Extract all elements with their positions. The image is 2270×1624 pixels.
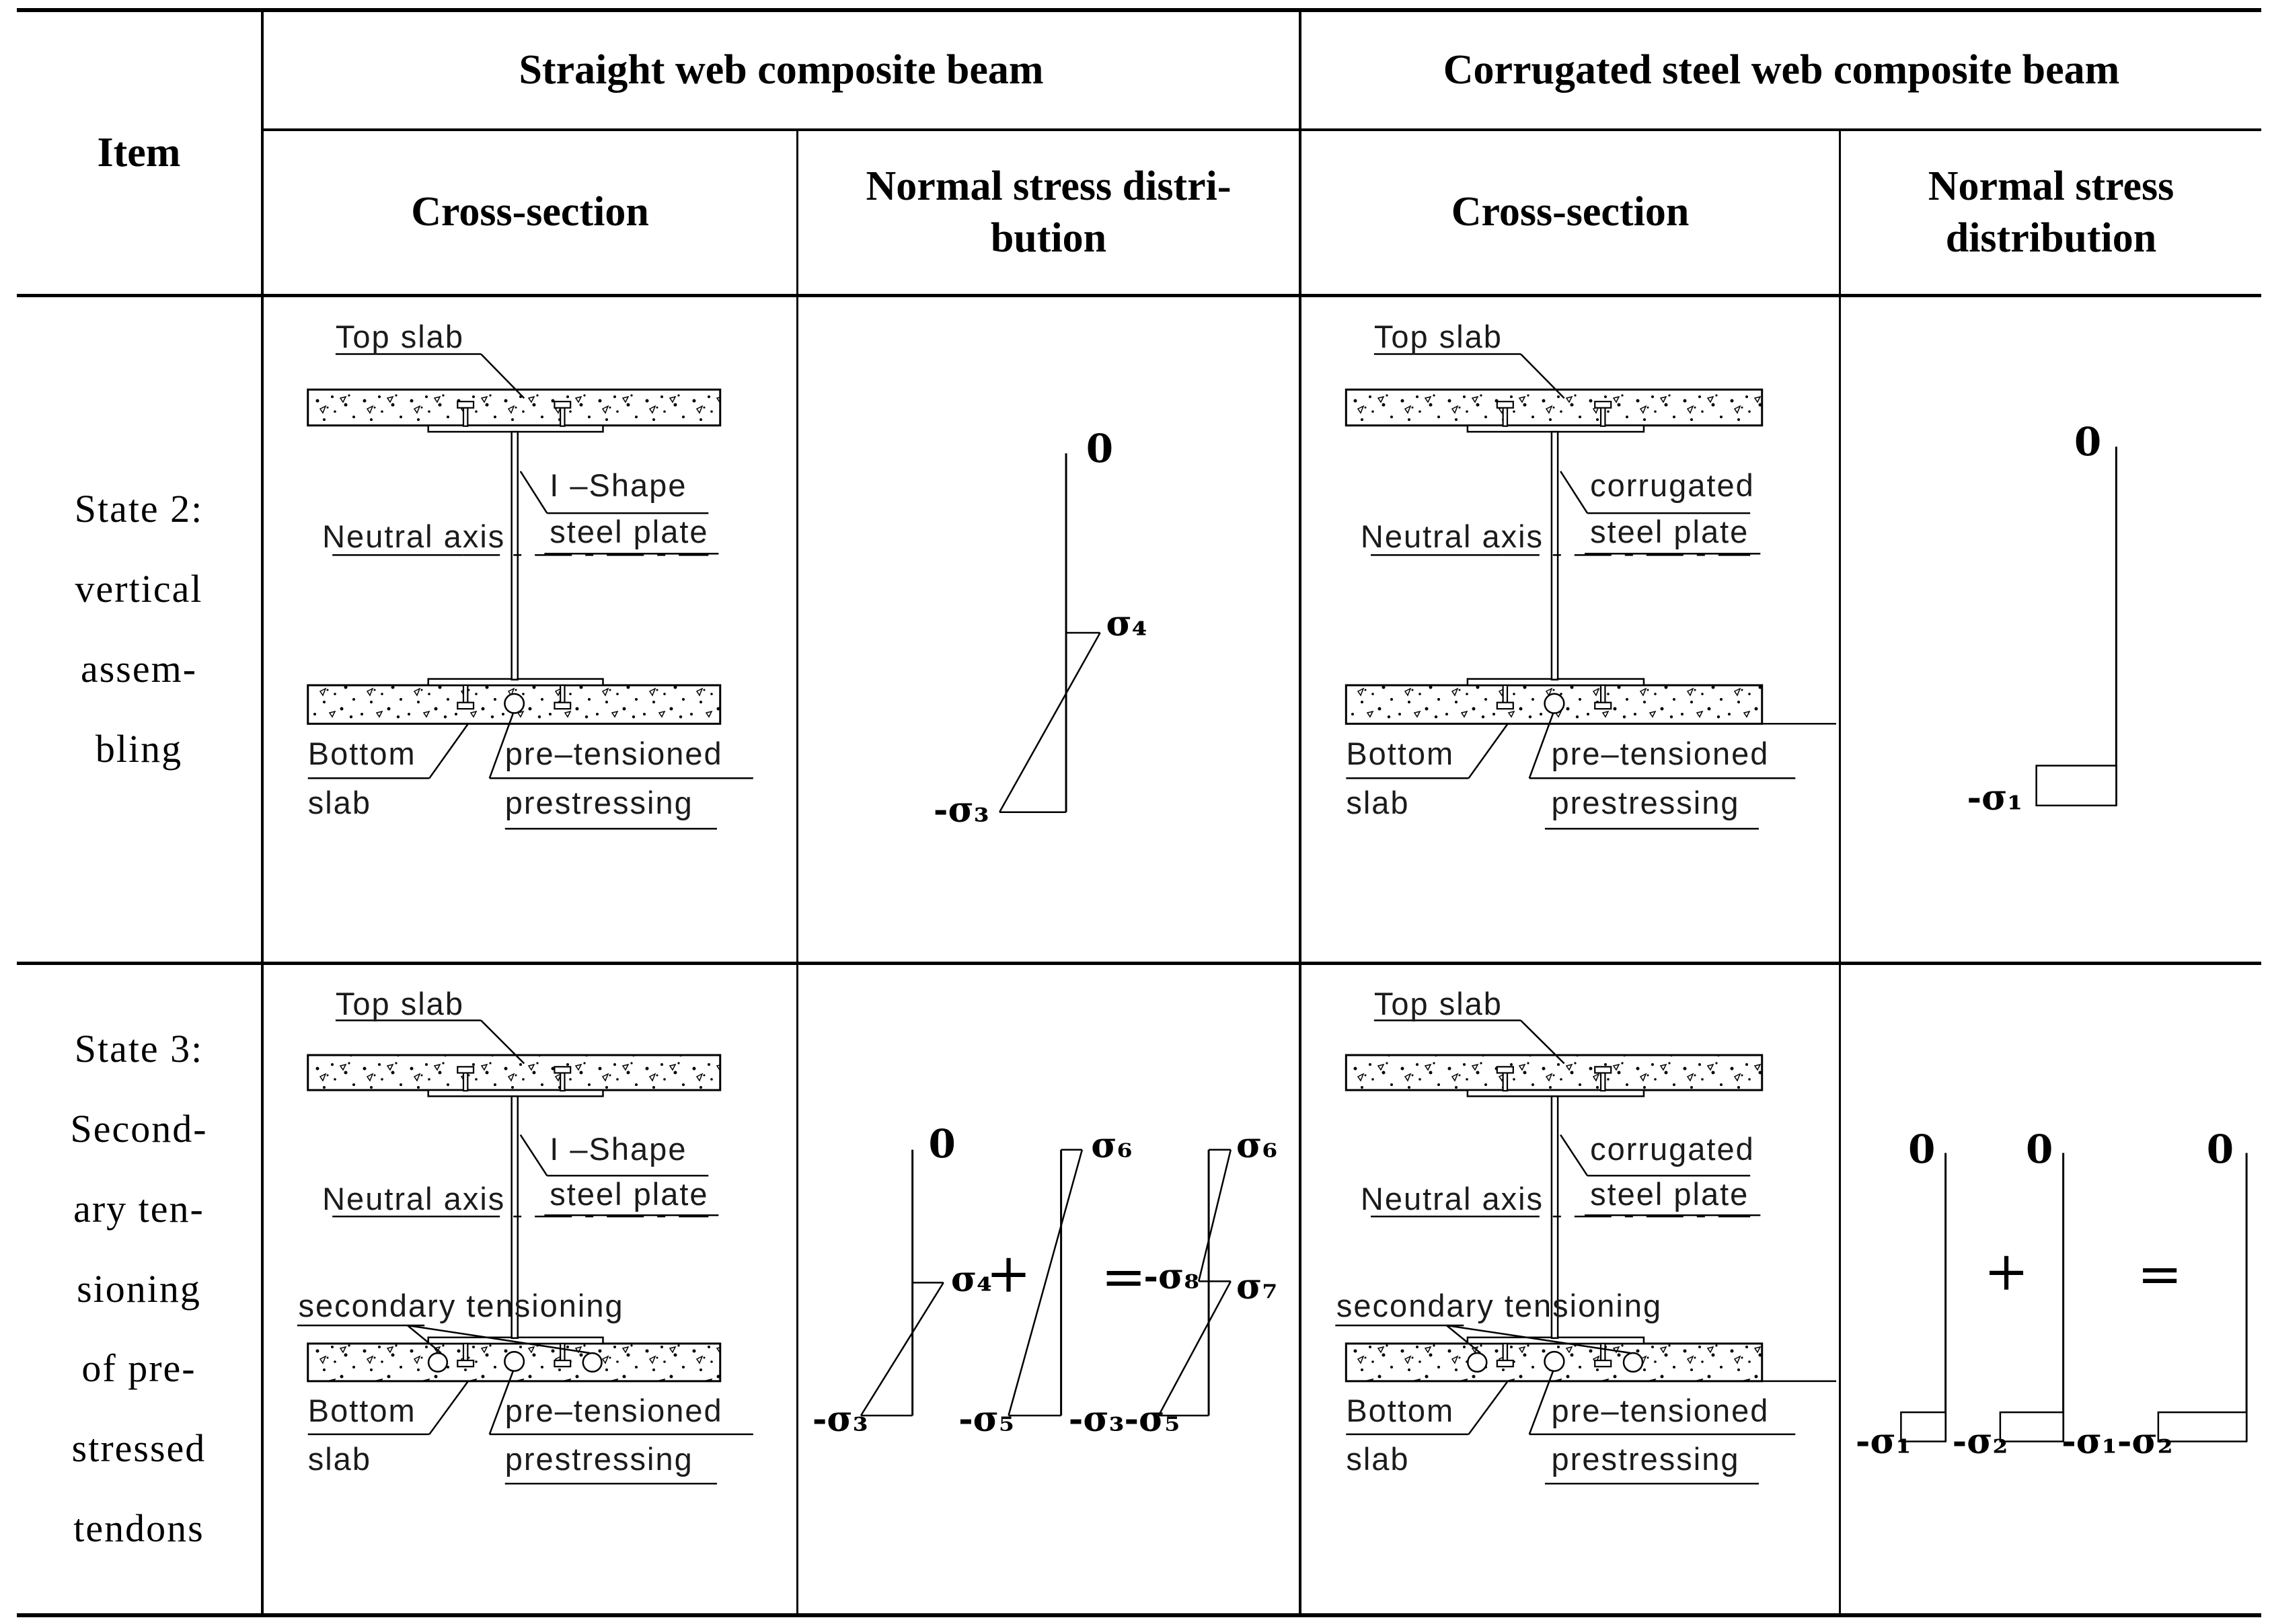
state3-label-line: Second- — [70, 1106, 208, 1151]
bottom-slab-leader — [1468, 724, 1507, 778]
state3-label-line: tendons — [73, 1506, 204, 1551]
straight-stress-label-line1: Normal stress distri- — [866, 163, 1232, 209]
stress-diagram-drawing — [1841, 297, 2261, 962]
stress-zero-label: 0 — [1086, 425, 1114, 471]
straight-group-header — [264, 12, 1299, 128]
bottom-stud-stem — [1601, 1344, 1605, 1361]
tendon-label-line1: pre–tensioned — [1551, 736, 1770, 772]
corrugated-group-header — [1301, 12, 2261, 128]
tendon-label-line2: prestressing — [504, 785, 693, 821]
state3-label-line: stressed — [71, 1426, 206, 1471]
stress-diagonal — [999, 633, 1100, 812]
web-label-line2: steel plate — [550, 1176, 709, 1212]
tendon-label-line1: pre–tensioned — [1551, 1393, 1770, 1429]
bottom-slab-label-line1: Bottom — [307, 1393, 416, 1429]
item-header-label: Item — [97, 129, 181, 176]
state3-label-line: State 3: — [74, 1026, 204, 1071]
tendon-label-line1: pre–tensioned — [504, 736, 723, 772]
bottom-stud-head — [554, 1360, 570, 1366]
equals-operator: = — [2137, 1243, 2183, 1306]
stress-zero-label: 0 — [2026, 1126, 2053, 1172]
state2-corrugated-cross-section — [1301, 297, 1839, 962]
plus-operator: + — [1983, 1240, 2029, 1303]
top-slab-label: Top slab — [1373, 318, 1503, 354]
bottom-stud-head — [1595, 1360, 1611, 1366]
state2-label-line: bling — [95, 726, 183, 771]
top-slab — [1346, 1055, 1762, 1090]
straight-cross-section-label: Cross-section — [411, 189, 649, 235]
bottom-slab-stress-block-2 — [2000, 1412, 2064, 1441]
bottom-slab-label-line2: slab — [307, 785, 371, 821]
stress-zero-label: 0 — [928, 1121, 956, 1167]
bottom-stud-head — [1595, 703, 1611, 709]
top-stud-stem — [463, 408, 467, 426]
state2-corrugated-stress-distribution — [1841, 297, 2261, 962]
top-flange — [428, 1090, 603, 1096]
state3-label-line: sioning — [77, 1266, 201, 1311]
top-slab — [308, 389, 720, 425]
top-stud-stem — [560, 408, 564, 426]
web-label-line1: corrugated — [1590, 467, 1755, 503]
stress-diagram-drawing — [798, 297, 1299, 962]
state2-label-line: vertical — [75, 567, 203, 611]
bottom-slab-label-line1: Bottom — [1346, 736, 1455, 772]
neutral-axis-label: Neutral axis — [1360, 1180, 1544, 1216]
bottom-slab-label-line1: Bottom — [307, 736, 416, 772]
table-bottom-rule — [17, 1613, 2261, 1617]
top-stud-stem — [1601, 408, 1605, 426]
pretensioned-tendon-circle — [1545, 1352, 1564, 1371]
stress-minus-sigma3-sigma5-label: -σ₃-σ₅ — [1068, 1398, 1180, 1440]
bottom-slab-label-line2: slab — [1346, 785, 1410, 821]
stress-minus-sigma8-label: -σ₈ — [1143, 1255, 1200, 1297]
secondary-tensioning-label: secondary tensioning — [298, 1288, 624, 1323]
stress-diagram-drawing — [798, 965, 1299, 1613]
plus-operator: + — [986, 1242, 1032, 1305]
pretensioned-tendon-circle — [504, 694, 524, 713]
state2-label-line: State 2: — [74, 487, 204, 531]
stress-zero-label: 0 — [1908, 1126, 1936, 1172]
secondary-tendon-circle-left — [1468, 1353, 1486, 1372]
neutral-axis-label: Neutral axis — [322, 518, 506, 554]
state2-label-line: assem- — [80, 647, 198, 691]
bottom-stud-head — [457, 1360, 474, 1366]
top-stud-head — [554, 1067, 570, 1073]
web-label-line2: steel plate — [1590, 514, 1749, 550]
web-label-line1: I –Shape — [550, 1130, 687, 1167]
corrugated-stress-label-line2: distribution — [1945, 215, 2157, 261]
state3-label-line: of pre- — [81, 1346, 196, 1391]
state3-corrugated-stress-distribution — [1841, 965, 2261, 1613]
web-label-leader — [1560, 1135, 1587, 1176]
straight-group-label: Straight web composite beam — [519, 46, 1044, 93]
bottom-slab-label-line1: Bottom — [1346, 1393, 1455, 1429]
bottom-stud-head — [1497, 703, 1513, 709]
corrugated-cross-section-header — [1301, 131, 1839, 294]
top-flange — [1468, 1090, 1644, 1096]
state3-straight-stress-distribution — [798, 965, 1299, 1613]
top-slab — [1346, 389, 1762, 425]
bottom-stud-stem — [1601, 685, 1605, 703]
bottom-slab-stress-block — [2037, 766, 2117, 806]
stress-minus-sigma5-label: -σ₅ — [958, 1398, 1014, 1440]
top-stud-head — [1497, 401, 1513, 408]
stress-sigma4-label: σ₄ — [1106, 603, 1147, 645]
pretensioned-tendon-circle — [1545, 694, 1564, 713]
stress-minus-sigma1-label: -σ₁ — [1855, 1420, 1912, 1462]
top-stud-stem — [560, 1073, 564, 1091]
bottom-stud-stem — [560, 685, 564, 703]
corrugated-cross-section-label: Cross-section — [1451, 189, 1690, 235]
top-flange — [1468, 426, 1644, 432]
top-stud-stem — [1601, 1073, 1605, 1091]
stress-zero-label: 0 — [2074, 418, 2102, 465]
state2-straight-stress-distribution — [798, 297, 1299, 962]
straight-stress-label-line2: bution — [990, 215, 1107, 261]
top-stud-head — [1497, 1067, 1513, 1073]
stress-sigma7-label: σ₇ — [1236, 1266, 1278, 1308]
straight-cross-section-header — [264, 131, 796, 294]
stress-sigma6-result-label: σ₆ — [1236, 1124, 1278, 1166]
stress-minus-sigma1-label: -σ₁ — [1967, 777, 2023, 819]
bottom-stud-stem — [1503, 1344, 1507, 1361]
bottom-slab-leader — [1468, 1382, 1507, 1434]
web-label-line2: steel plate — [550, 514, 709, 550]
corrugated-group-label: Corrugated steel web composite beam — [1443, 46, 2120, 93]
tendon-label-line2: prestressing — [504, 1440, 693, 1477]
state2-row-label — [17, 297, 261, 962]
web-label-leader — [521, 471, 547, 513]
top-stud-head — [1595, 1067, 1611, 1073]
bottom-stud-head — [457, 703, 474, 709]
bottom-stud-stem — [560, 1344, 564, 1361]
top-slab-label: Top slab — [335, 318, 464, 354]
web-label-leader — [521, 1135, 547, 1176]
state3-row-label — [17, 965, 261, 1613]
top-slab-label: Top slab — [335, 985, 464, 1021]
equals-operator: = — [1101, 1245, 1147, 1309]
corrugated-stress-label-line1: Normal stress — [1928, 163, 2174, 209]
top-stud-stem — [1503, 1073, 1507, 1091]
stress-minus-sigma2-label: -σ₂ — [1952, 1420, 2008, 1462]
upper-diagonal-result — [1199, 1150, 1231, 1282]
web-label-line1: I –Shape — [550, 467, 687, 503]
item-header-cell — [17, 12, 261, 294]
secondary-tensioning-label: secondary tensioning — [1336, 1288, 1663, 1323]
top-stud-stem — [463, 1073, 467, 1091]
secondary-tendon-circle-right — [1624, 1353, 1642, 1372]
stress-zero-label: 0 — [2206, 1126, 2234, 1172]
cross-section-drawing — [264, 297, 796, 962]
tendon-label-line2: prestressing — [1551, 785, 1740, 821]
tendon-label-line2: prestressing — [1551, 1440, 1740, 1477]
stress-diagram-drawing — [1841, 965, 2261, 1613]
stress-sigma4-label: σ₄ — [950, 1258, 993, 1300]
top-slab-label: Top slab — [1373, 985, 1503, 1021]
stress-minus-sigma3-label: -σ₃ — [933, 789, 989, 831]
stress-sigma6-label: σ₆ — [1091, 1124, 1133, 1166]
state3-label-line: ary ten- — [73, 1186, 204, 1231]
state3-corrugated-cross-section — [1301, 965, 1839, 1613]
cross-section-drawing — [1301, 297, 1839, 962]
bottom-slab-leader — [429, 1382, 467, 1434]
corrugated-stress-header — [1841, 131, 2261, 294]
neutral-axis-label: Neutral axis — [322, 1180, 506, 1216]
stress-minus-sigma1-sigma2-label: -σ₁-σ₂ — [2061, 1420, 2173, 1462]
secondary-tendon-circle-left — [428, 1353, 447, 1372]
lower-diagonal-result — [1159, 1281, 1231, 1416]
bottom-stud-stem — [463, 1344, 467, 1361]
bottom-stud-head — [554, 703, 570, 709]
bottom-stud-stem — [1503, 685, 1507, 703]
top-stud-stem — [1503, 408, 1507, 426]
top-slab — [308, 1055, 720, 1090]
web-label-line2: steel plate — [1590, 1176, 1749, 1212]
stress-minus-sigma3-label: -σ₃ — [812, 1398, 868, 1440]
bottom-stud-head — [1497, 1360, 1513, 1366]
straight-stress-header — [798, 131, 1299, 294]
top-stud-head — [457, 401, 474, 408]
bottom-slab-label-line2: slab — [1346, 1440, 1410, 1477]
top-stud-head — [457, 1067, 474, 1073]
tendon-label-line1: pre–tensioned — [504, 1393, 723, 1429]
web-label-line1: corrugated — [1590, 1130, 1755, 1167]
bottom-stud-stem — [463, 685, 467, 703]
web-label-leader — [1560, 471, 1587, 513]
state3-straight-cross-section — [264, 965, 796, 1613]
stress-diagonal-1 — [861, 1282, 944, 1416]
secondary-tendon-circle-right — [583, 1353, 602, 1372]
neutral-axis-label: Neutral axis — [1360, 518, 1544, 554]
state2-straight-cross-section — [264, 297, 796, 962]
top-flange — [428, 426, 603, 432]
bottom-slab-label-line2: slab — [307, 1440, 371, 1477]
top-stud-head — [554, 401, 570, 408]
top-stud-head — [1595, 401, 1611, 408]
bottom-slab-leader — [429, 724, 467, 778]
pretensioned-tendon-circle — [504, 1352, 524, 1371]
